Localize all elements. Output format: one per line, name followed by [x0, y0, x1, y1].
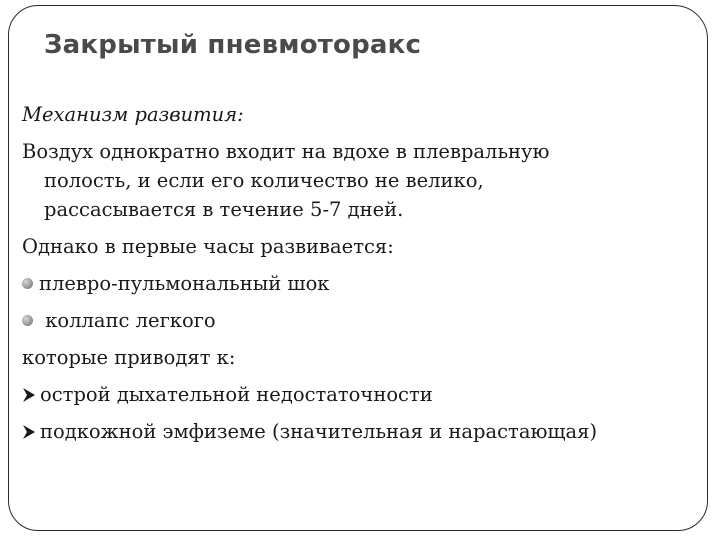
paragraph-line-2: полость, и если его количество не велико, — [44, 169, 484, 192]
arrow-bullet-icon — [22, 387, 36, 403]
subheading: Механизм развития: — [22, 103, 244, 126]
list-item-text: подкожной эмфиземе (значительная и нарастающая) — [40, 420, 598, 443]
slide-content — [22, 100, 702, 454]
list-item-text: плевро-пульмональный шок — [39, 272, 330, 295]
list-item — [22, 269, 702, 298]
paragraph-line-1: Воздух однократно входит на вдохе в плевральную — [22, 140, 550, 163]
list-item-text: коллапс легкого — [39, 309, 216, 332]
arrow-bullet-icon — [22, 424, 36, 440]
consequence-intro: которые приводят к: — [22, 346, 236, 369]
list-item-text: острой дыхательной недостаточности — [40, 383, 433, 406]
paragraph-line-3: рассасывается в течение 5-7 дней. — [44, 198, 404, 221]
list-item — [22, 380, 702, 409]
round-bullet-icon — [22, 278, 33, 289]
slide-title: Закрытый пневмоторакс — [44, 30, 422, 60]
list-item — [22, 306, 702, 335]
intro-text: Однако в первые часы развивается: — [22, 235, 394, 258]
paragraph — [22, 137, 702, 224]
list-item — [22, 417, 702, 446]
round-bullet-icon — [22, 315, 33, 326]
